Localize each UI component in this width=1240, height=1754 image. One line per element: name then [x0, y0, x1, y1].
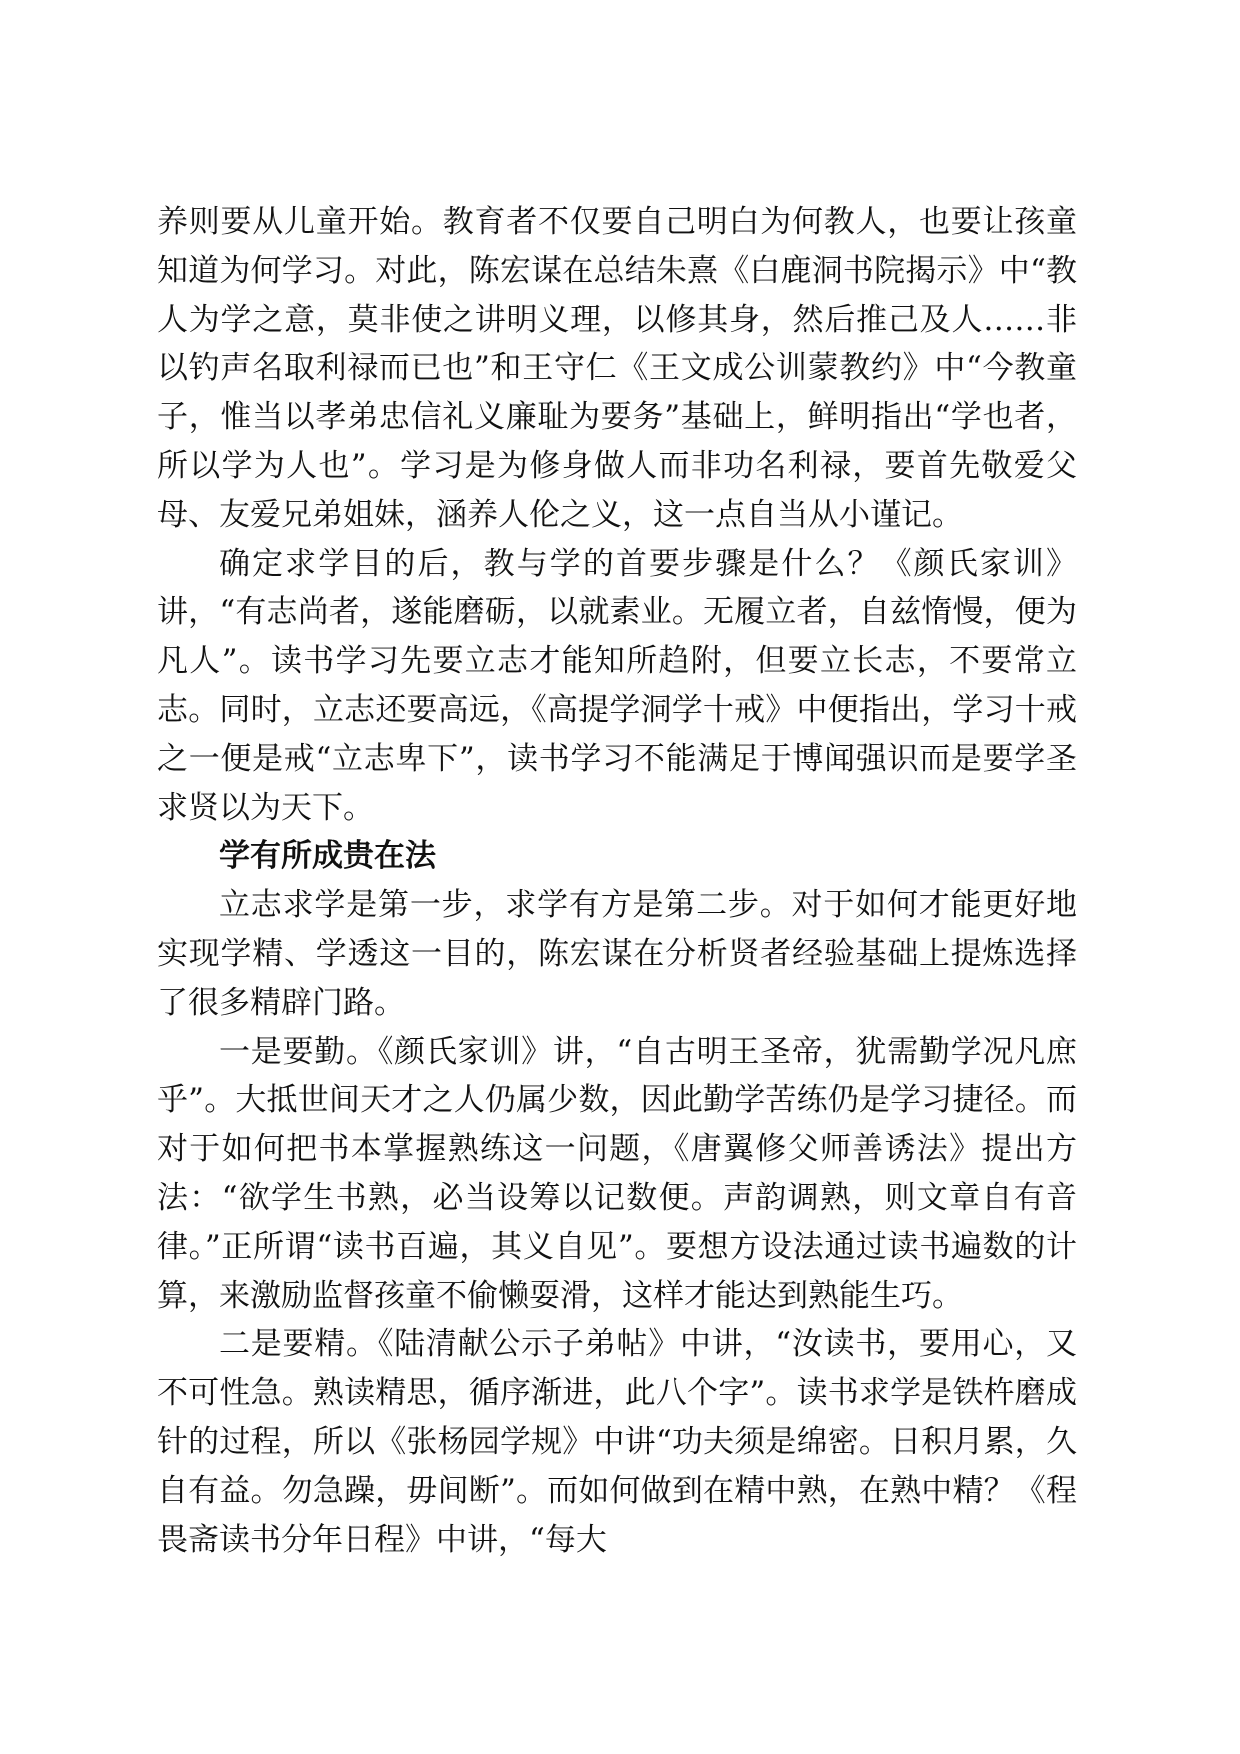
paragraph-1: 养则要从儿童开始。教育者不仅要自己明白为何教人，也要让孩童知道为何学习。对此，陈宏谋在总结朱熹《白鹿洞书院揭示》中“教人为学之意，莫非使之讲明义理，以修其身，然后推己及人……非以钓声名取利禄而已也”和王守仁《王文成公训蒙教约》中“今教童子，惟当以孝弟忠信礼义廉耻为要务”基础上，鲜明指出“学也者，所以学为人也”。学习是为修身做人而非功名利禄，要首先敬爱父母、友爱兄弟姐妹，涵养人伦之义，这一点自当从小谨记。: [157, 204, 1077, 533]
paragraph-2: 确定求学目的后，教与学的首要步骤是什么？《颜氏家训》讲，“有志尚者，遂能磨砺，以就素业。无履立者，自兹惰慢，便为凡人”。读书学习先要立志才能知所趋附，但要立长志，不要常立志。同时，立志还要高远，《高提学洞学十戒》中便指出，学习十戒之一便是戒“立志卑下”，读书学习不能满足于博闻强识而是要学圣求贤以为天下。: [157, 545, 1077, 826]
paragraph-3: 立志求学是第一步，求学有方是第二步。对于如何才能更好地实现学精、学透这一目的，陈宏谋在分析贤者经验基础上提炼选择了很多精辟门路。: [157, 887, 1077, 1021]
document-body: [157, 198, 1077, 1564]
paragraph-4: 一是要勤。《颜氏家训》讲，“自古明王圣帝，犹需勤学况凡庶乎”。大抵世间天才之人仍属少数，因此勤学苦练仍是学习捷径。而对于如何把书本掌握熟练这一问题，《唐翼修父师善诱法》提出方法：“欲学生书熟，必当设筹以记数便。声韵调熟，则文章自有音律。”正所谓“读书百遍，其义自见”。要想方设法通过读书遍数的计算，来激励监督孩童不偷懒耍滑，这样才能达到熟能生巧。: [157, 1033, 1077, 1314]
section-heading: 学有所成贵在法: [219, 838, 436, 875]
paragraph-5: 二是要精。《陆清献公示子弟帖》中讲，“汝读书，要用心，又不可性急。熟读精思，循序渐进，此八个字”。读书求学是铁杵磨成针的过程，所以《张杨园学规》中讲“功夫须是绵密。日积月累，久自有益。勿急躁，毋间断”。而如何做到在精中熟，在熟中精？《程畏斋读书分年日程》中讲，“每大: [157, 1326, 1077, 1558]
